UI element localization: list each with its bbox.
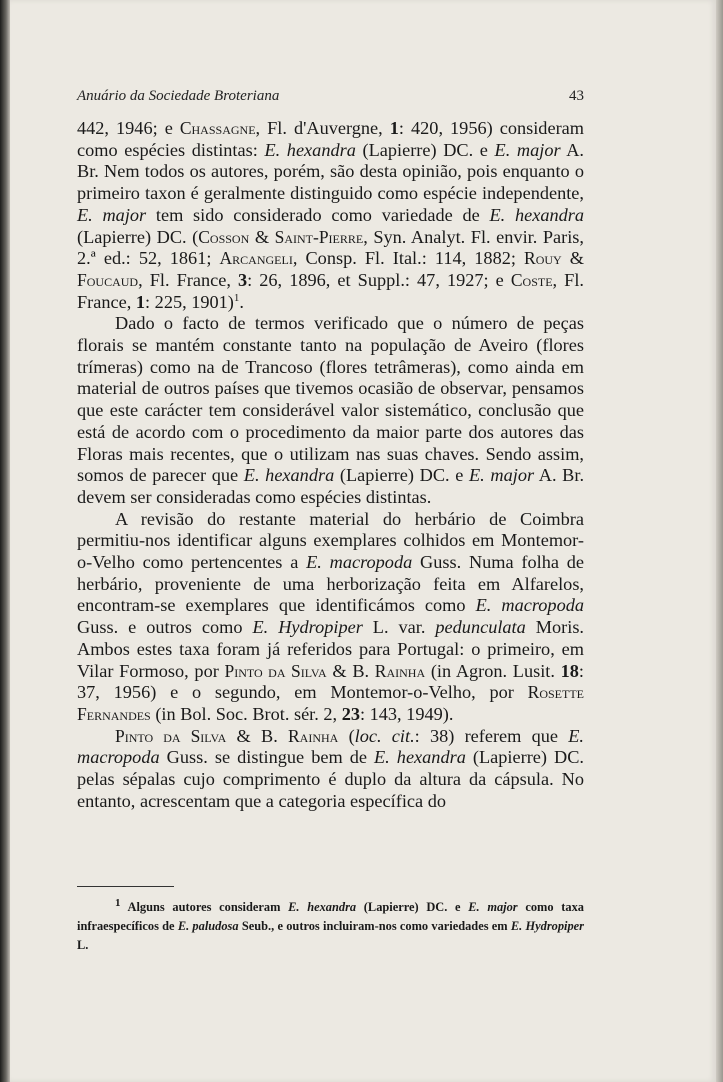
volume-number: 1: [389, 118, 399, 138]
italic-text: E. paludosa: [177, 919, 239, 933]
text-run: A. Br. devem ser consideradas como espécies distintas.: [77, 465, 585, 507]
text-run: , Consp. Fl. Ital.: 114, 1882;: [292, 248, 525, 269]
author-name: Chassagne: [179, 118, 256, 138]
text-run: (Lapierre) DC. (: [77, 226, 199, 247]
italic-text: E. macropoda: [475, 595, 584, 616]
text-run: (in Agron. Lusit.: [425, 660, 561, 681]
text-run: & B.: [326, 660, 375, 681]
text-run: (Lapierre) DC. e: [334, 465, 470, 486]
author-name: Rainha: [288, 725, 339, 746]
volume-number: 23: [341, 703, 360, 724]
paragraph-4: [77, 726, 584, 813]
author-name: Foucaud: [77, 269, 139, 290]
italic-text: E. major: [469, 465, 535, 486]
text-run: L. var.: [362, 617, 436, 638]
text-run: : 26, 1896, et Suppl.: 47, 1927; e: [247, 269, 511, 290]
italic-text: pedunculata: [435, 617, 526, 638]
author-name: Rouy: [524, 248, 562, 269]
volume-number: 3: [237, 269, 248, 290]
text-run: : 420, 1956) consideram como espécies distintas:: [77, 118, 584, 160]
italic-text: E. hexandra: [288, 900, 357, 914]
text-run: : 143, 1949).: [359, 703, 454, 724]
text-run: A revisão do restante material do herbário de Coimbra permitiu-nos identificar alguns exemplares colhidos em Montemor-o-Velho como pertencentes a: [77, 508, 584, 573]
footnote-text: [77, 898, 584, 955]
italic-text: E. macropoda: [77, 725, 584, 768]
text-run: 442, 1946; e: [77, 118, 180, 138]
page-number: 43: [569, 88, 584, 104]
text-run: Seub., e outros incluiram-nos como variedades em: [238, 919, 511, 933]
text-run: , Fl. d'Auvergne,: [255, 118, 390, 138]
footnote-separator: [77, 886, 174, 887]
footnote: [77, 898, 584, 955]
text-run: .: [239, 291, 244, 312]
italic-text: loc. cit.: [354, 725, 415, 746]
footnote-marker: 1: [233, 291, 240, 304]
volume-number: 18: [560, 660, 579, 681]
text-run: & B.: [226, 725, 288, 746]
footnote-marker: 1: [115, 896, 121, 909]
text-run: Dado o facto de termos verificado que o número de peças florais se mantém constante tanto na população de Aveiro (flores trímeras) como na de Trancoso (flores tetrâmeras), como ainda em material de outros países que tivemos ocasião de observar, pensamos que este carácter tem considerável valor sistemático, conclusão que está de acordo com o procedimento da maior parte dos autores das Floras mais recentes, que o utilizam nas suas chaves. Sendo assim, somos de parecer que: [77, 313, 584, 486]
author-name: Rainha: [374, 660, 426, 681]
text-run: (Lapierre) DC. e: [356, 900, 469, 914]
text-run: &: [249, 226, 275, 247]
text-run: (: [338, 725, 355, 746]
book-gutter-edge: [0, 0, 10, 1082]
text-run: como taxa infraespecíficos de: [77, 900, 584, 933]
body-text: [77, 118, 584, 813]
volume-number: 1: [135, 291, 146, 312]
text-run: Moris. Ambos estes taxa foram já referidos para Portugal: o primeiro, em Vilar Formoso, por: [77, 617, 585, 681]
text-run: , Syn. Analyt. Fl. envir. Paris, 2.ª ed.: 52, 1861;: [77, 226, 584, 269]
author-name: Rosette Fernandes: [77, 682, 584, 724]
italic-text: E. Hydropiper: [510, 919, 585, 933]
italic-text: E. major: [494, 139, 561, 160]
text-run: A. Br. Nem todos os autores, porém, são desta opinião, pois enquanto o primeiro taxon é geralmente distinguido como espécie independente,: [77, 139, 584, 204]
text-run: (in Bol. Soc. Brot. sér. 2,: [150, 703, 342, 724]
running-head: Anuário da Sociedade Broteriana: [77, 88, 280, 104]
text-run: , Fl. France,: [77, 269, 585, 312]
paragraph-1: [77, 118, 584, 313]
italic-text: E. hexandra: [264, 139, 356, 160]
text-run: tem sido considerado como variedade de: [146, 204, 490, 225]
italic-text: E. hexandra: [374, 747, 466, 768]
text-run: L.: [77, 938, 89, 952]
text-run: Guss. e outros como: [77, 617, 253, 638]
italic-text: E. hexandra: [243, 465, 335, 486]
text-run: &: [561, 248, 584, 269]
text-run: : 37, 1956) e o segundo, em Montemor-o-Velho, por: [77, 660, 585, 703]
italic-text: E. major: [468, 900, 518, 914]
text-run: Alguns autores consideram: [120, 900, 289, 914]
text-run: : 38) referem que: [414, 725, 569, 746]
author-name: Coste: [510, 269, 553, 290]
italic-text: E. Hydropiper: [252, 617, 363, 638]
text-run: Guss. Numa folha de herbário, proveniente de uma herborização feita em Alfarelos, encontram-se exemplares que identificámos como: [77, 552, 585, 616]
italic-text: E. major: [77, 204, 147, 225]
italic-text: E. hexandra: [489, 204, 584, 225]
page-header: [77, 88, 584, 112]
author-name: Saint-Pierre: [274, 226, 364, 247]
text-run: : 225, 1901): [145, 291, 234, 312]
text-run: , Fl. France,: [138, 269, 238, 290]
author-name: Pinto da Silva: [224, 660, 327, 681]
text-run: Guss. se distingue bem de: [159, 747, 375, 768]
text-run: (Lapierre) DC. pelas sépalas cujo comprimento é duplo da altura da cápsula. No entanto, acrescentam que a categoria específica do: [77, 747, 584, 811]
page-right-edge: [716, 0, 723, 1082]
paragraph-3: [77, 509, 584, 726]
author-name: Arcangeli: [219, 248, 293, 269]
paragraph-2: [77, 313, 584, 508]
author-name: Pinto da Silva: [115, 725, 227, 746]
italic-text: E. macropoda: [306, 552, 413, 573]
text-run: (Lapierre) DC. e: [355, 139, 495, 160]
author-name: Cosson: [198, 226, 250, 247]
